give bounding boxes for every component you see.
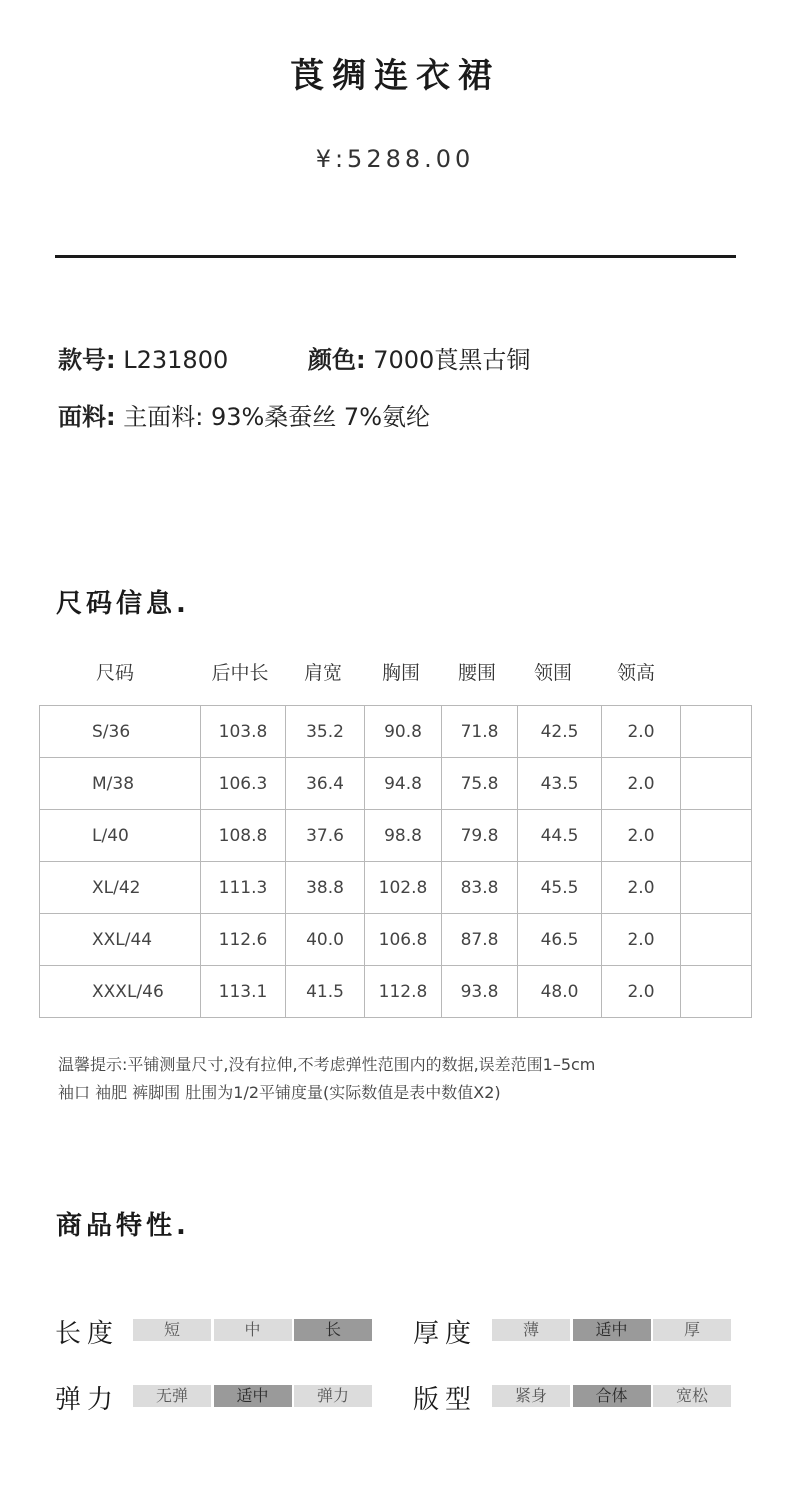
table-cell: 94.8 <box>365 758 442 810</box>
measurement-note: 温馨提示:平铺测量尺寸,没有拉伸,不考虑弹性范围内的数据,误差范围1–5cm <box>58 1055 596 1074</box>
feature-option: 宽松 <box>653 1385 731 1407</box>
table-cell: 93.8 <box>442 966 518 1018</box>
header-waist: 腰围 <box>457 662 497 684</box>
table-cell: 38.8 <box>286 862 365 914</box>
table-cell: 98.8 <box>365 810 442 862</box>
feature-label: 弹力 <box>55 1385 120 1415</box>
table-cell: 2.0 <box>602 966 681 1018</box>
fabric-label: 面料: <box>58 403 116 431</box>
table-cell: L/40 <box>40 810 201 862</box>
feature-option: 长 <box>294 1319 372 1341</box>
header-collar: 领围 <box>533 662 573 684</box>
table-cell <box>681 862 752 914</box>
table-cell: 87.8 <box>442 914 518 966</box>
feature-label: 长度 <box>55 1319 120 1349</box>
table-cell: 40.0 <box>286 914 365 966</box>
table-row <box>40 758 752 810</box>
color-info <box>308 340 530 375</box>
table-cell: 2.0 <box>602 810 681 862</box>
table-row <box>40 914 752 966</box>
table-cell: 75.8 <box>442 758 518 810</box>
table-cell: 41.5 <box>286 966 365 1018</box>
table-row <box>40 862 752 914</box>
color-value: 7000莨黑古铜 <box>373 346 531 374</box>
table-cell: 36.4 <box>286 758 365 810</box>
table-cell: 112.6 <box>201 914 286 966</box>
feature-option: 短 <box>133 1319 211 1341</box>
table-cell: 90.8 <box>365 706 442 758</box>
product-title: 莨绸连衣裙 <box>290 56 500 96</box>
size-table <box>39 705 752 1018</box>
table-cell <box>681 914 752 966</box>
feature-option: 无弹 <box>133 1385 211 1407</box>
table-cell: 108.8 <box>201 810 286 862</box>
table-cell: 2.0 <box>602 862 681 914</box>
table-cell: 2.0 <box>602 914 681 966</box>
feature-option: 弹力 <box>294 1385 372 1407</box>
header-shoulder: 肩宽 <box>303 662 343 684</box>
table-cell <box>681 966 752 1018</box>
feature-label: 版型 <box>413 1385 478 1415</box>
table-cell <box>681 810 752 862</box>
table-cell <box>681 706 752 758</box>
table-cell: 2.0 <box>602 758 681 810</box>
table-cell: 43.5 <box>518 758 602 810</box>
header-size: 尺码 <box>95 662 135 684</box>
style-code-label: 款号: <box>58 346 116 374</box>
fabric-info <box>58 397 430 432</box>
measurement-note-2: 袖口 袖肥 裤脚围 肚围为1/2平铺度量(实际数值是表中数值X2) <box>58 1083 501 1102</box>
table-cell: M/38 <box>40 758 201 810</box>
feature-option: 中 <box>214 1319 292 1341</box>
table-cell: 42.5 <box>518 706 602 758</box>
feature-option: 适中 <box>573 1319 651 1341</box>
table-cell: XXXL/46 <box>40 966 201 1018</box>
table-cell: 102.8 <box>365 862 442 914</box>
table-cell: XL/42 <box>40 862 201 914</box>
table-cell: 106.8 <box>365 914 442 966</box>
table-cell: XXL/44 <box>40 914 201 966</box>
fabric-value: 主面料: 93%桑蚕丝 7%氨纶 <box>123 403 431 431</box>
table-cell: 44.5 <box>518 810 602 862</box>
table-cell: 112.8 <box>365 966 442 1018</box>
table-cell: 35.2 <box>286 706 365 758</box>
table-cell: 79.8 <box>442 810 518 862</box>
section-divider <box>55 255 736 258</box>
table-row <box>40 706 752 758</box>
color-label: 颜色: <box>308 346 366 374</box>
features-section-title: 商品特性. <box>56 1211 190 1241</box>
table-cell: 103.8 <box>201 706 286 758</box>
table-cell: 113.1 <box>201 966 286 1018</box>
table-row <box>40 810 752 862</box>
table-row <box>40 966 752 1018</box>
header-back-length: 后中长 <box>211 662 269 684</box>
feature-option: 合体 <box>573 1385 651 1407</box>
style-code-value: L231800 <box>123 346 229 374</box>
style-code <box>58 340 228 375</box>
feature-label: 厚度 <box>413 1319 478 1349</box>
table-cell: 111.3 <box>201 862 286 914</box>
header-collar-height: 领高 <box>616 662 656 684</box>
table-cell: 37.6 <box>286 810 365 862</box>
feature-option: 厚 <box>653 1319 731 1341</box>
feature-option: 适中 <box>214 1385 292 1407</box>
product-price: ¥:5288.00 <box>315 145 475 173</box>
table-cell: 2.0 <box>602 706 681 758</box>
table-cell: 71.8 <box>442 706 518 758</box>
table-cell: 106.3 <box>201 758 286 810</box>
table-cell <box>681 758 752 810</box>
table-cell: 46.5 <box>518 914 602 966</box>
table-cell: S/36 <box>40 706 201 758</box>
size-section-title: 尺码信息. <box>56 589 190 619</box>
table-cell: 45.5 <box>518 862 602 914</box>
feature-option: 薄 <box>492 1319 570 1341</box>
feature-option: 紧身 <box>492 1385 570 1407</box>
table-cell: 83.8 <box>442 862 518 914</box>
table-cell: 48.0 <box>518 966 602 1018</box>
header-chest: 胸围 <box>381 662 421 684</box>
